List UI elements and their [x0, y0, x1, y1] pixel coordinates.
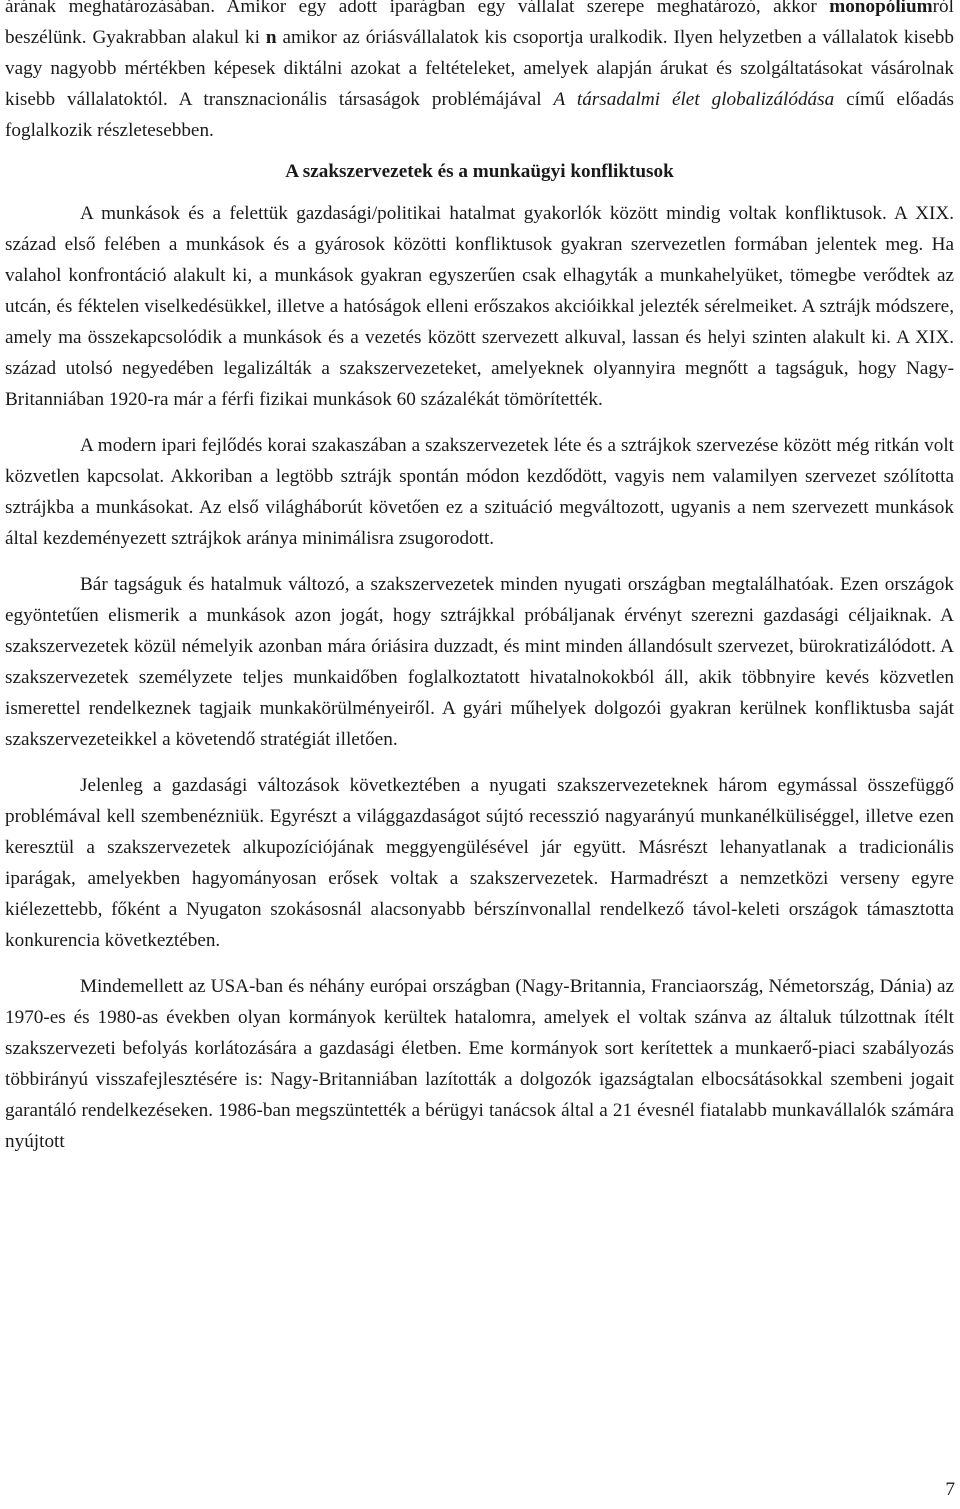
paragraph-1: A munkások és a felettük gazdasági/politikai hatalmat gyakorlók között mindig voltak konfliktusok. A XIX. század első felében a munkások és a gyárosok közötti konfliktusok gyakran szervezetlen formában jelentek meg. Ha valahol konfrontáció alakult ki, a munkások gyakran egyszerűen csak elhagyták a munkahelyüket, tömegbe verődtek az utcán, és féktelen viselkedésükkel, illetve a hatóságok elleni erőszakos akcióikkal jelezték sérelmeiket. A sztrájk módszere, amely ma összekapcsolódik a munkások és a vezetés között szervezett alkuval, lassan és helyi szinten alakult ki. A XIX. század utolsó negyedében legalizálták a szakszervezeteket, amelyeknek olyannyira megnőtt a tagságuk, hogy Nagy-Britanniában 1920-ra már a férfi fizikai munkások 60 százalékát tömörítették.	[5, 203, 954, 410]
paragraph-3: Bár tagságuk és hatalmuk változó, a szakszervezetek minden nyugati országban megtalálhatóak. Ezen országok egyöntetűen elismerik a munkások azon jogát, hogy sztrájkkal próbáljanak érvényt szerezni gazdasági céljaiknak. A szakszervezetek közül némelyik azonban mára óriásira duzzadt, és mint minden állandósult szervezet, bürokratizálódott. A szakszervezetek személyzete teljes munkaidőben foglalkoztatott hivatalnokokból áll, akik többnyire kevés közvetlen ismerettel rendelkeznek tagjaik munkakörülményeiről. A gyári műhelyek dolgozói gyakran kerülnek konfliktusba saját szakszervezeteikkel a követendő stratégiát illetően.	[5, 574, 954, 750]
page-number: 7	[945, 1479, 955, 1500]
intro-text-4: című előadás foglalkozik részletesebben.	[5, 89, 955, 141]
paragraph-5: Mindemellett az USA-ban és néhány európai országban (Nagy-Britannia, Franciaország, Németország, Dánia) az 1970-es és 1980-as években olyan kormányok kerültek hatalomra, amelyek el voltak szánva az általuk túlzottnak ítélt szakszervezeti befolyás korlátozására a gazdasági életben. Eme kormányok sort kerítettek a munkaerő-piaci szabályozás többirányú visszafejlesztésére is: Nagy-Britanniában lazították a dolgozók igazságtalan elbocsátásokkal szembeni jogait garantáló rendelkezéseken. 1986-ban megszüntették a bérügyi tanácsok által a 21 évesnél fiatalabb munkavállalók számára nyújtott	[5, 976, 954, 1152]
intro-bold-term: monopólium	[829, 0, 933, 17]
paragraph-4: Jelenleg a gazdasági változások következtében a nyugati szakszervezeteknek három egymással összefüggő problémával kell szembenézniük. Egyrészt a világgazdaságot sújtó recesszió nagyarányú munkanélküliséggel, illetve ezen keresztül a szakszervezetek alkupozíciójának meggyengülésével jár együtt. Másrészt lehanyatlanak a tradicionális iparágak, amelyekben hagyományosan erősek voltak a szakszervezetek. Harmadrészt a nemzetközi verseny egyre kiélezettebb, főként a Nyugaton szokásosnál alacsonyabb bérszínvonallal rendelkező távol-keleti országok támasztotta konkurencia következtében.	[5, 775, 954, 951]
document-page	[5, 0, 954, 1157]
intro-text-1: árának meghatározásában. Amikor egy adott iparágban egy vállalat szerepe meghatározó, akkor	[5, 0, 830, 17]
intro-text-2: ról beszélünk. Gyakrabban alakul ki	[5, 0, 954, 48]
intro-text-3: amikor az óriásvállalatok kis csoportja uralkodik. Ilyen helyzetben a vállalatok kisebb vagy nagyobb mértékben képesek diktálni azokat a feltételeket, amelyek alapján árukat és szolgáltatásokat vásárolnak kisebb vállalatoktól. A transznacionális társaságok problémájával	[5, 27, 954, 110]
intro-bold-letter: n	[265, 27, 277, 48]
intro-paragraph	[5, 0, 954, 146]
section-heading: A szakszervezetek és a munkaügyi konfliktusok	[285, 161, 674, 182]
intro-italic-title: A társadalmi élet globalizálódása	[553, 89, 835, 110]
paragraph-2: A modern ipari fejlődés korai szakaszában a szakszervezetek léte és a sztrájkok szervezése között még ritkán volt közvetlen kapcsolat. Akkoriban a legtöbb sztrájk spontán módon kezdődött, vagyis nem valamilyen szervezet szólította sztrájkba a munkásokat. Az első világháborút követően ez a szituáció megváltozott, ugyanis a nem szervezett munkások által kezdeményezett sztrájkok aránya minimálisra zsugorodott.	[5, 435, 954, 549]
